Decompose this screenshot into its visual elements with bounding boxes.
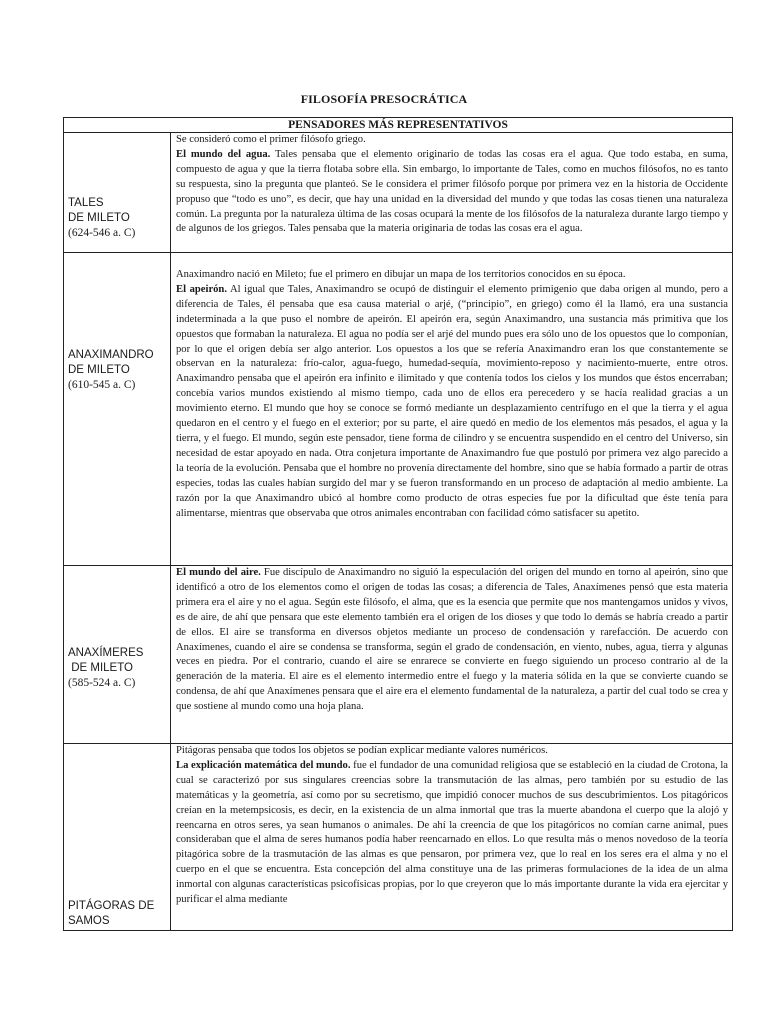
description-cell [171,253,733,566]
name-line-2: DE MILETO [68,212,130,224]
table-row [64,744,733,931]
philosopher-dates: (624-546 a. C) [68,227,136,239]
name-line-2: DE MILETO [68,662,133,674]
intro-line: Anaximandro nació en Mileto; fue el primero en dibujar un mapa de los territorios conocidos en su época. [176,269,626,280]
philosopher-name-cell [64,133,171,253]
intro-line: Pitágoras pensaba que todos los objetos se podían explicar mediante valores numéricos. [176,745,548,756]
name-line-1: ANAXIMANDRO [68,349,154,361]
description-text [171,253,732,521]
name-line-1: PITÁGORAS DE [68,900,155,912]
description-text [171,133,732,237]
table-row [64,133,733,253]
table-header-row [64,118,733,133]
table-header: PENSADORES MÁS REPRESENTATIVOS [64,118,733,133]
description-cell [171,744,733,931]
philosopher-name [68,646,143,691]
description-cell [171,566,733,744]
document-title: FILOSOFÍA PRESOCRÁTICA [300,92,468,106]
table-row [64,566,733,744]
intro-line: Se consideró como el primer filósofo griego. [176,134,366,145]
philosopher-name [68,348,154,393]
section-body: Al igual que Tales, Anaximandro se ocupó de distinguir el elemento primigenio que daba origen al mundo, pero a diferencia de Tales, él pensaba que esa causa material o arjé, (“principio”, en griego) como él la llamó, era una sustancia indeterminada a la que puso el nombre de apeirón. El apeirón era, según Anaximandro, una sustancia más primitiva que los opuestos que formaban la naturaleza. El agua no podía ser el arjé del mundo pues era sólo uno de los opuestos que lo componían, por lo que el origen debía ser algo anterior. Los opuestos a los que se refería Anaximandro eran los que constantemente se observan en la naturaleza: frío-calor, agua-fuego, humedad-sequía, movimiento-reposo y nacimiento-muerte, entre otros. Anaximandro pensaba que el apeirón era infinito e ilimitado y que contenía todos los cielos y los mundos que éstos encerraban; concebía varios mundos existiendo al mismo tiempo, cada uno de ellos era perecedero y se hacía realidad gracias a un movimiento eterno. El mundo que hoy se conoce se formó mediante un desplazamiento centrífugo en el que la tierra y el agua quedaron en el centro y el fuego en el exterior; por su parte, el aire quedó en medio de los elementos más pesados, el agua y la tierra, y el fuego. El mundo, según este pensador, tiene forma de cilindro y se encuentra suspendido en el centro del Universo, sin necesidad de estar apoyado en nada. Otra conjetura importante de Anaximandro fue que postuló por primera vez algo parecido a la teoría de la evolución. Pensaba que el hombre no provenía directamente del hombre, sino que se había formado a partir de otras especies, todas las cuales habían surgido del mar y se fueron transformando en un proceso de adaptación al medio ambiente. La razón por la que Anaximandro ubicó al hombre como producto de otras especies fue por la dificultad que éste tenía para alimentarse, mientras que observaba que otros animales encontraban con facilidad cómo satisfacer su apetito. [176,283,728,519]
name-line-2: DE MILETO [68,364,130,376]
section-heading: El mundo del aire. [176,567,261,578]
philosopher-name [68,196,135,241]
name-line-1: TALES [68,197,104,209]
section-body: fue el fundador de una comunidad religiosa que se estableció en la ciudad de Crotona, la cual se caracterizó por sus singulares creencias sobre la transmutación de las almas, pero también por su estudio de las matemáticas y la geometría, así como por su secretismo, que impidió conocer muchos de sus descubrimientos. Los pitagóricos creían en la metempsicosis, es decir, en la existencia de un alma inmortal que tras la muerte abandona el cuerpo que la alojó y reencarna en otros seres, ya sean humanos o animales. De ahí la creencia de que los pitagóricos no comían carne animal, pues consideraban que el alma de seres humanos podía haber reencarnado en ellos. Lo que resulta más o menos novedoso de la teoría pitagórica sobre de la trasmutación de las almas es que pensaron, por primera vez, que lo real en los seres era el alma y no el cuerpo en el que se encuentra. Esta concepción del alma constituye una de las primeras formulaciones de la idea de un alma inmortal con algunas características psicofísicas propias, por lo que creyeron que lo más importante durante la vida era ejercitar y purificar el alma mediante [176,759,728,906]
philosopher-name [68,899,154,929]
section-body: Fue discípulo de Anaximandro no siguió la especulación del origen del mundo en torno al apeirón, sino que identificó a otro de los elementos como el origen de todas las cosas; a diferencia de Tales, Anaxímenes pensó que esta materia primera era el aire y no el agua. Según este filósofo, el alma, que es la esencia que permite que nos mantengamos unidos y vivos, es de aire, de ahí que pensara que este elemento también era el origen de los dioses y que todo lo demás se habría creado a partir de ellos. El aire se transforma en diversos objetos mediante un proceso de condensación y rarefacción. De acuerdo con Anaxímenes, cuando el aire se condensa se transforma, según el grado de condensación, en viento, nubes, agua, tierra y algunas veces en piedra. Por el contrario, cuando el aire se enrarece se convierte en fuego siguiendo un proceso contrario al de la generación de la materia. El aire es el elemento intermedio entre el fuego y la materia sólida en la que se convierte cuando se condensa, de ahí que Anaxímenes pensara que el aire era el elemento fundamental de la naturaleza, a partir del cual todo se crea y que sostiene al mundo como una hoja plana. [176,567,728,713]
section-heading: La explicación matemática del mundo. [176,759,351,771]
section-body: Tales pensaba que el elemento originario de todas las cosas era el agua. Que todo estaba, en suma, compuesto de agua y que la tierra flotaba sobre ella. Sin embargo, lo importante de Tales, como en muchos filósofos, no es tanto su respuesta, sino la pregunta que planteó. Se le considera el primer filósofo porque por primera vez en la historia de Occidente propuso que “todo es uno”, es decir, que hay una unidad en la diversidad del mundo y que todas las cosas tienen una naturaleza común. La pregunta por la naturaleza última de las cosas ocupará la mente de los filósofos de la naturaleza durante largo tiempo y de algunos de los griegos. Tales pensaba que la materia originaria de todas las cosas era el agua. [176,148,728,235]
philosopher-name-cell [64,566,171,744]
name-line-2: SAMOS [68,915,110,927]
section-heading: El apeirón. [176,283,227,295]
philosopher-dates: (585-524 a. C) [68,677,136,689]
name-line-1: ANAXÍMERES [68,647,144,659]
philosopher-name-cell [64,744,171,931]
table-row [64,253,733,566]
description-text [171,744,732,930]
description-text [171,566,732,715]
philosophers-table [63,117,733,931]
section-heading: El mundo del agua. [176,148,271,160]
philosopher-name-cell [64,253,171,566]
philosopher-dates: (610-545 a. C) [68,379,136,391]
description-cell [171,133,733,253]
